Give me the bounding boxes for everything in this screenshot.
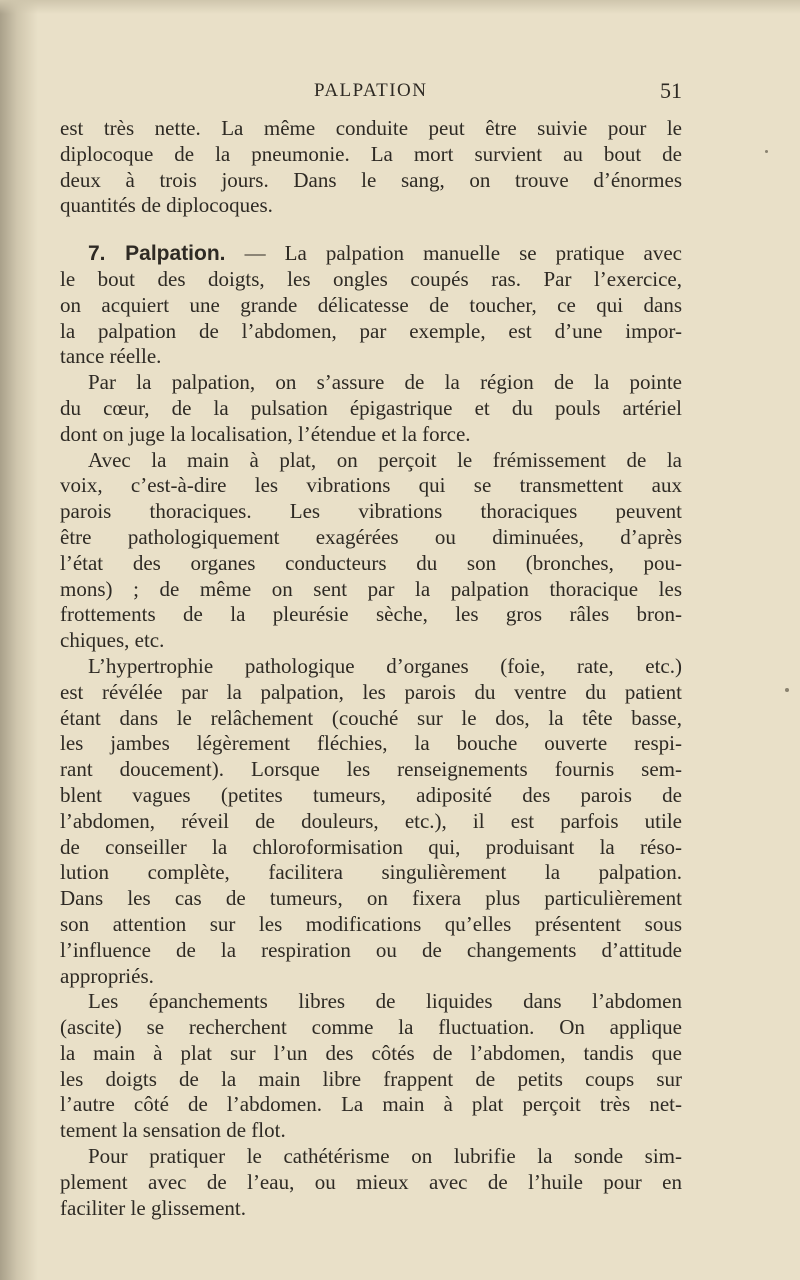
line-text: le bout des doigts, les ongles coupés ras. Par l’exercice, [60,266,682,291]
line-text: Pour pratiquer le cathétérisme on lubrifie la sonde sim- [88,1144,682,1169]
section-heading-line [60,241,682,267]
text-line [60,116,682,142]
line-text: l’influence de la respiration ou de changements d’attitude [60,937,682,962]
line-text: blent vagues (petites tumeurs, adiposité des parois de [60,782,682,807]
text-line [60,886,682,912]
text-line [60,731,682,757]
line-text: parois thoraciques. Les vibrations thoraciques peuvent [60,499,682,524]
text-line [60,525,682,551]
line-text: l’abdomen, réveil de douleurs, etc.), il est parfois utile [60,808,682,833]
text-line [60,193,682,219]
text-line [60,168,682,194]
line-text: plement avec de l’eau, ou mieux avec de l’huile pour en [60,1169,682,1194]
text-line [60,319,682,345]
line-text: est révélée par la palpation, les parois du ventre du patient [60,679,682,704]
text-line [60,1118,682,1144]
line-text: quantités de diplocoques. [60,193,273,218]
line-text: la palpation de l’abdomen, par exemple, est d’une impor- [60,318,682,343]
line-text: — La palpation manuelle se pratique avec [225,241,682,266]
line-text: tance réelle. [60,344,162,369]
line-text: Dans les cas de tumeurs, on fixera plus particulièrement [60,886,682,911]
text-line [60,628,682,654]
text-line [60,267,682,293]
text-line [60,370,682,396]
text-line [60,293,682,319]
text-line [60,473,682,499]
text-line [60,448,682,474]
line-text: L’hypertrophie pathologique d’organes (foie, rate, etc.) [88,653,682,678]
line-text: deux à trois jours. Dans le sang, on trouve d’énormes [60,167,682,192]
text-line [60,1170,682,1196]
text-line [60,989,682,1015]
line-text: est très nette. La même conduite peut être suivie pour le [60,116,682,140]
line-text: dont on juge la localisation, l’étendue et la force. [60,421,471,446]
text-line [60,422,682,448]
line-text: rant doucement). Lorsque les renseignements fournis sem- [60,757,682,782]
line-text: Les épanchements libres de liquides dans l’abdomen [88,989,682,1014]
text-line [60,938,682,964]
line-text: les doigts de la main libre frappent de petits coups sur [60,1066,682,1091]
line-text: tement la sensation de flot. [60,1118,286,1143]
line-text: Par la palpation, on s’assure de la région de la pointe [88,370,682,395]
text-line [60,912,682,938]
line-text: diplocoque de la pneumonie. La mort survient au bout de [60,141,682,166]
line-text: appropriés. [60,963,154,988]
text-line [60,783,682,809]
line-text: l’autre côté de l’abdomen. La main à plat perçoit très net- [60,1092,682,1117]
line-text: de conseiller la chloroformisation qui, produisant la réso- [60,834,682,859]
text-line [60,964,682,990]
text-line [60,602,682,628]
text-line [60,499,682,525]
page-header [60,76,682,106]
line-text: faciliter le glissement. [60,1195,247,1220]
line-text: frottements de la pleurésie sèche, les gros râles bron- [60,602,682,627]
line-text: être pathologiquement exagérées ou diminuées, d’après [60,524,682,549]
line-text: lution complète, facilitera singulièrement la palpation. [60,860,682,885]
text-line [60,1041,682,1067]
text-line [60,835,682,861]
text-line [60,551,682,577]
text-line [60,344,682,370]
text-line [60,860,682,886]
paper-speck [785,688,789,692]
paper-speck [765,150,768,153]
line-text: du cœur, de la pulsation épigastrique et du pouls artériel [60,395,682,420]
text-line [60,1196,682,1222]
text-line [60,680,682,706]
page-top-shadow [0,0,800,14]
line-text: son attention sur les modifications qu’elles présentent sous [60,911,682,936]
line-text: mons) ; de même on sent par la palpation thoracique les [60,576,682,601]
body-text [60,116,682,1221]
line-text: chiques, etc. [60,628,165,653]
line-text: les jambes légèrement fléchies, la bouche ouverte respi- [60,731,682,756]
text-line [60,1067,682,1093]
line-text: (ascite) se recherchent comme la fluctuation. On applique [60,1015,682,1040]
page-number: 51 [660,78,682,103]
line-text: l’état des organes conducteurs du son (bronches, pou- [60,550,682,575]
section-title: 7. Palpation. [88,242,226,266]
text-line [60,757,682,783]
text-line [60,1092,682,1118]
text-line [60,706,682,732]
text-line [60,396,682,422]
line-text: Avec la main à plat, on perçoit le frémissement de la [88,447,682,472]
line-text: la main à plat sur l’un des côtés de l’abdomen, tandis que [60,1040,682,1065]
text-line [60,1144,682,1170]
text-line [60,577,682,603]
text-line [60,654,682,680]
text-line [60,809,682,835]
line-text: voix, c’est-à-dire les vibrations qui se transmettent aux [60,473,682,498]
page-edge-shadow [0,0,38,1280]
text-line [60,142,682,168]
text-line [60,1015,682,1041]
line-text: on acquiert une grande délicatesse de toucher, ce qui dans [60,292,682,317]
line-text: étant dans le relâchement (couché sur le dos, la tête basse, [60,705,682,730]
running-head: PALPATION [314,80,428,101]
